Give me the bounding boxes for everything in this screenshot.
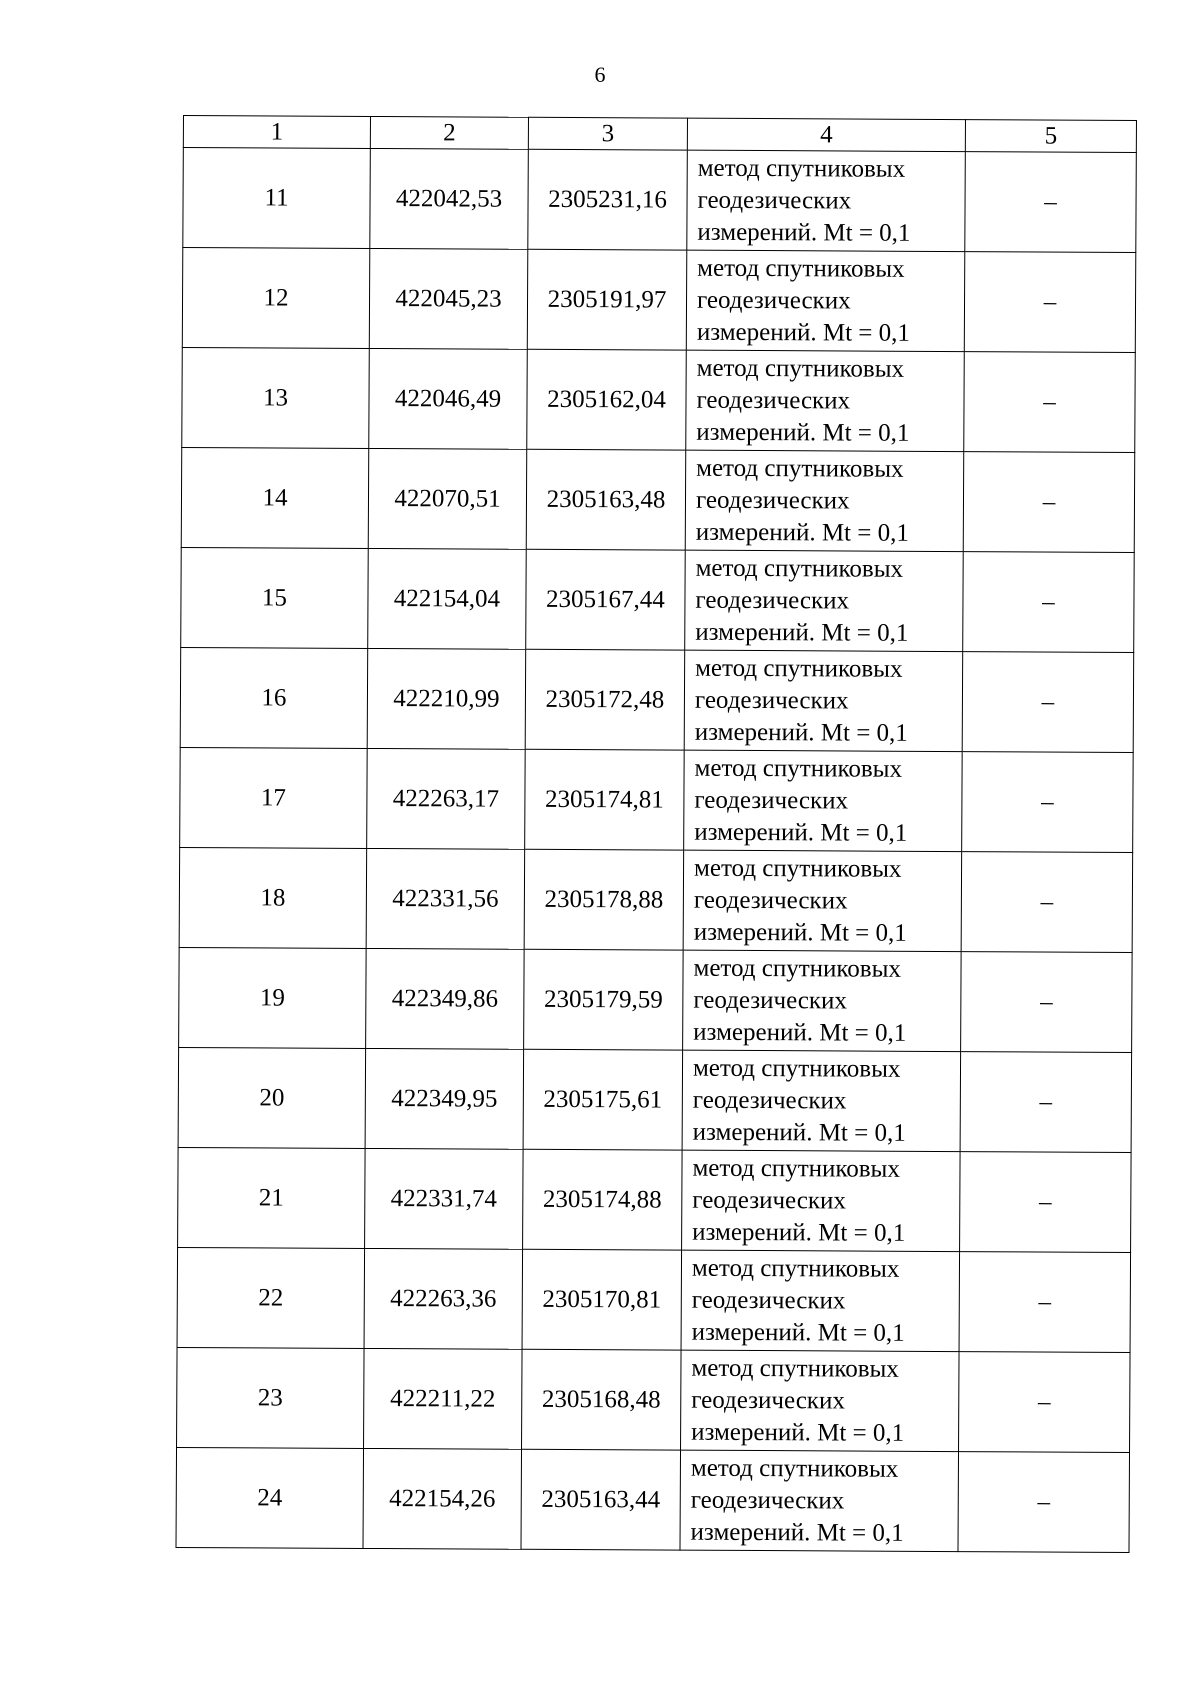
column-header: 4 [687, 118, 965, 151]
method-line: геодезических [690, 1486, 845, 1514]
table-row [176, 1447, 1130, 1552]
x-coordinate-cell: 422154,04 [368, 548, 527, 649]
method-line: метод спутниковых [696, 354, 905, 383]
x-coordinate-cell: 422046,49 [369, 348, 528, 449]
method-line: метод спутниковых [697, 154, 906, 183]
y-coordinate-cell: 2305162,04 [527, 349, 687, 450]
note-cell: – [963, 552, 1135, 653]
note-cell: – [960, 1152, 1132, 1253]
y-coordinate-cell: 2305191,97 [527, 249, 687, 350]
method-line: метод спутниковых [691, 1254, 900, 1283]
method-line: геодезических [692, 1186, 846, 1214]
point-number-cell: 21 [178, 1147, 366, 1248]
column-header: 3 [528, 117, 687, 150]
note-cell: – [959, 1352, 1131, 1453]
table-row [182, 347, 1136, 452]
table-row [180, 647, 1134, 752]
x-coordinate-cell: 422263,17 [367, 748, 526, 849]
method-line: измерений. Mt = 0,1 [691, 1418, 905, 1447]
table-row [181, 447, 1135, 552]
coordinates-table-body [176, 116, 1136, 1553]
note-cell: – [961, 852, 1133, 953]
y-coordinate-cell: 2305167,44 [526, 549, 686, 650]
point-number-cell: 13 [182, 347, 370, 448]
y-coordinate-cell: 2305170,81 [522, 1249, 682, 1350]
method-line: измерений. Mt = 0,1 [693, 918, 907, 947]
method-line: измерений. Mt = 0,1 [692, 1118, 906, 1147]
table-header-row [183, 116, 1136, 153]
method-line: измерений. Mt = 0,1 [697, 218, 911, 247]
method-line: метод спутниковых [695, 554, 904, 583]
note-cell: – [962, 652, 1134, 753]
table-row [179, 847, 1133, 952]
note-cell: – [963, 452, 1135, 553]
method-line: измерений. Mt = 0,1 [696, 318, 911, 347]
method-line: геодезических [695, 586, 850, 614]
method-cell [683, 950, 962, 1051]
table-row [178, 1147, 1132, 1252]
table-row [177, 1347, 1131, 1452]
table-row [180, 747, 1134, 852]
column-header: 1 [183, 116, 370, 149]
method-line: геодезических [691, 1386, 845, 1414]
method-line: геодезических [692, 1086, 847, 1114]
y-coordinate-cell: 2305174,81 [525, 749, 685, 850]
method-line: геодезических [694, 686, 849, 714]
y-coordinate-cell: 2305175,61 [523, 1049, 683, 1150]
y-coordinate-cell: 2305178,88 [524, 849, 684, 950]
method-line: измерений. Mt = 0,1 [694, 818, 908, 847]
method-cell [686, 350, 965, 451]
point-number-cell: 11 [183, 148, 371, 249]
note-cell: – [962, 752, 1134, 853]
note-cell: – [964, 252, 1136, 353]
y-coordinate-cell: 2305163,44 [521, 1449, 681, 1550]
point-number-cell: 16 [180, 647, 368, 748]
method-line: метод спутниковых [694, 754, 903, 783]
point-number-cell: 12 [182, 248, 370, 349]
method-line: измерений. Mt = 0,1 [695, 618, 909, 647]
x-coordinate-cell: 422210,99 [367, 648, 526, 749]
y-coordinate-cell: 2305179,59 [524, 949, 684, 1050]
point-number-cell: 15 [181, 547, 369, 648]
method-cell [681, 1350, 960, 1451]
method-line: метод спутниковых [697, 254, 905, 283]
method-cell [686, 250, 965, 351]
method-line: метод спутниковых [690, 1454, 899, 1483]
x-coordinate-cell: 422331,74 [365, 1148, 524, 1249]
method-line: измерений. Mt = 0,1 [696, 418, 910, 447]
method-line: измерений. Mt = 0,1 [694, 718, 908, 747]
y-coordinate-cell: 2305174,88 [523, 1149, 683, 1250]
point-number-cell: 19 [179, 947, 367, 1048]
method-line: измерений. Mt = 0,1 [695, 518, 909, 547]
method-cell [685, 450, 964, 551]
method-cell [680, 1450, 959, 1551]
note-cell: – [960, 1052, 1132, 1153]
x-coordinate-cell: 422042,53 [370, 148, 529, 249]
point-number-cell: 23 [177, 1347, 365, 1448]
method-line: геодезических [691, 1286, 846, 1314]
method-line: измерений. Mt = 0,1 [693, 1018, 907, 1047]
note-cell: – [959, 1252, 1131, 1353]
note-cell: – [958, 1452, 1130, 1553]
method-cell [682, 1150, 961, 1251]
method-line: геодезических [693, 886, 848, 914]
x-coordinate-cell: 422331,56 [366, 848, 525, 949]
note-cell: – [961, 952, 1133, 1053]
method-cell [681, 1250, 960, 1351]
method-cell [683, 850, 962, 951]
table-row [182, 248, 1136, 353]
method-line: метод спутниковых [695, 654, 903, 683]
method-line: метод спутниковых [696, 454, 904, 483]
method-line: метод спутниковых [692, 1054, 901, 1083]
method-line: метод спутниковых [693, 854, 902, 883]
note-cell: – [964, 352, 1136, 453]
table-row [183, 148, 1137, 253]
point-number-cell: 20 [178, 1047, 366, 1148]
y-coordinate-cell: 2305163,48 [526, 449, 686, 550]
method-line: геодезических [696, 386, 851, 414]
note-cell: – [965, 152, 1137, 253]
x-coordinate-cell: 422045,23 [369, 248, 528, 349]
table-row [179, 947, 1133, 1052]
y-coordinate-cell: 2305172,48 [525, 649, 685, 750]
method-line: измерений. Mt = 0,1 [692, 1218, 906, 1247]
method-line: метод спутниковых [693, 954, 902, 983]
method-line: геодезических [693, 986, 848, 1014]
method-line: метод спутниковых [691, 1354, 899, 1383]
method-line: измерений. Mt = 0,1 [690, 1518, 904, 1547]
column-header: 5 [965, 120, 1136, 153]
coordinates-table [175, 115, 1136, 1553]
table-row [181, 547, 1135, 652]
table-row [177, 1247, 1131, 1352]
point-number-cell: 14 [181, 447, 369, 548]
x-coordinate-cell: 422211,22 [364, 1348, 523, 1449]
method-line: измерений. Mt = 0,1 [691, 1318, 905, 1347]
x-coordinate-cell: 422349,95 [365, 1048, 524, 1149]
method-cell [682, 1050, 961, 1151]
point-number-cell: 22 [177, 1247, 365, 1348]
method-cell [684, 650, 963, 751]
table-row [178, 1047, 1132, 1152]
x-coordinate-cell: 422349,86 [366, 948, 525, 1049]
point-number-cell: 17 [180, 747, 368, 848]
method-line: геодезических [696, 286, 851, 314]
method-cell [684, 750, 963, 851]
method-cell [685, 550, 964, 651]
y-coordinate-cell: 2305168,48 [522, 1349, 682, 1450]
method-line: геодезических [695, 486, 850, 514]
method-line: метод спутниковых [692, 1154, 900, 1183]
y-coordinate-cell: 2305231,16 [528, 149, 688, 250]
method-line: геодезических [697, 186, 852, 214]
method-line: геодезических [694, 786, 849, 814]
point-number-cell: 18 [179, 847, 367, 948]
x-coordinate-cell: 422263,36 [364, 1248, 523, 1349]
point-number-cell: 24 [176, 1447, 364, 1548]
x-coordinate-cell: 422070,51 [368, 448, 527, 549]
page-number: 6 [594, 62, 606, 87]
method-cell [687, 150, 966, 251]
column-header: 2 [370, 116, 528, 149]
x-coordinate-cell: 422154,26 [363, 1448, 522, 1549]
